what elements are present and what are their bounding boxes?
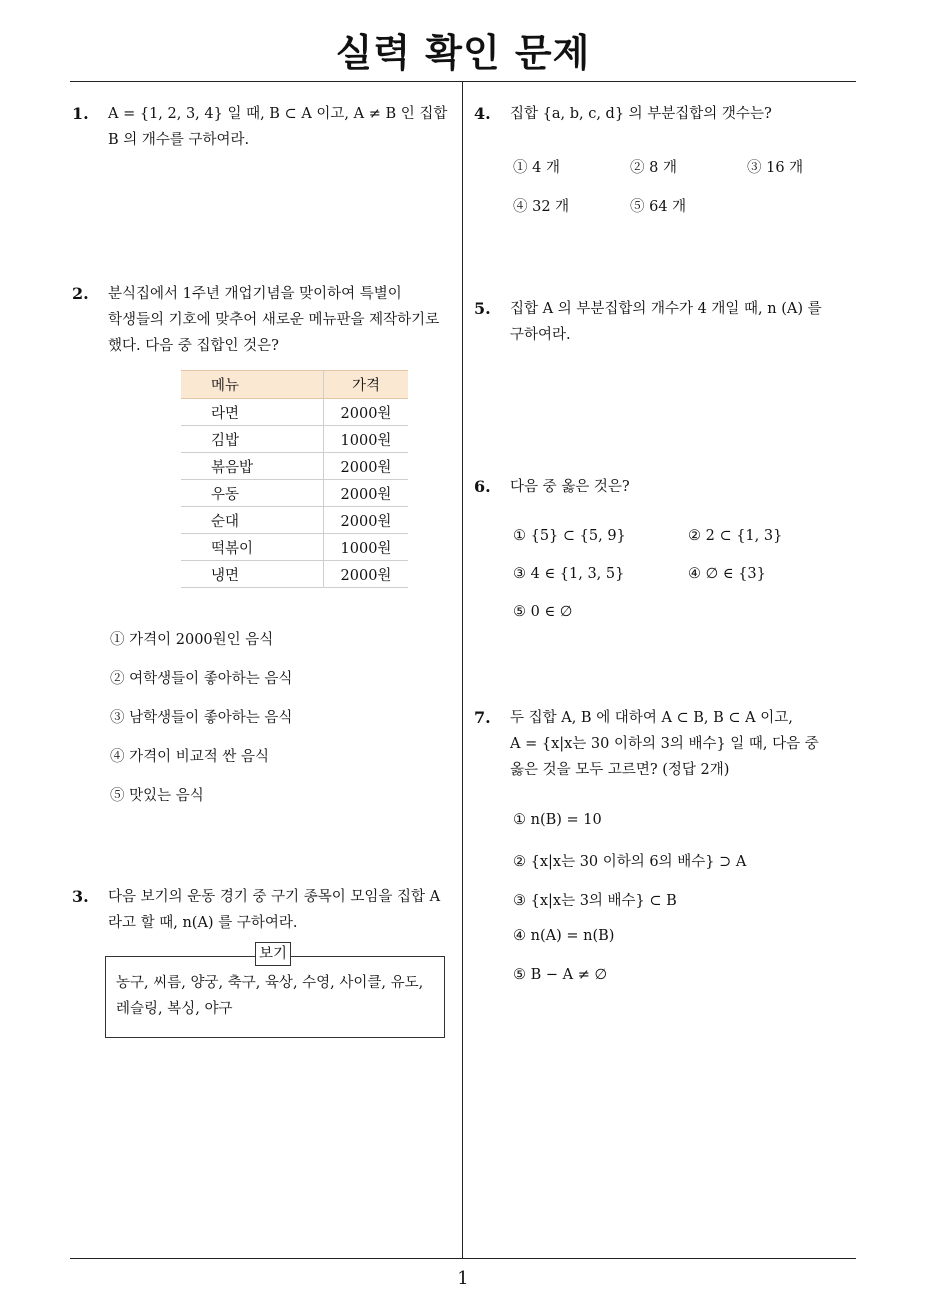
choice-3[interactable]: ③ 남학생들이 좋아하는 음식 [110,710,293,726]
table-cell-menu: 우동 [181,480,324,507]
question-text-line: 다음 보기의 운동 경기 중 구기 종목이 모임을 집합 A [108,889,441,905]
question-number: 2. [72,284,89,303]
table-cell-price: 2000원 [324,399,409,426]
question-text-line: 두 집합 A, B 에 대하여 A ⊂ B, B ⊂ A 이고, [510,710,793,726]
question-text-line: 옳은 것을 모두 고르면? (정답 2개) [510,762,730,778]
choice-3[interactable]: ③ 16 개 [747,160,804,176]
bogi-label: 보기 [255,942,291,966]
table-cell-menu: 김밥 [181,426,324,453]
question-text-line: B 의 개수를 구하여라. [108,132,250,148]
choice-2[interactable]: ② {x|x는 30 이하의 6의 배수} ⊃ A [513,854,747,870]
table-cell-menu: 볶음밥 [181,453,324,480]
table-cell-price: 2000원 [324,480,409,507]
table-row [181,507,408,534]
table-header-price: 가격 [324,371,409,399]
table-row [181,480,408,507]
choice-4[interactable]: ④ ∅ ∈ {3} [688,566,766,582]
question-3 [72,884,462,936]
choice-1[interactable]: ① {5} ⊂ {5, 9} [513,528,626,544]
table-header-menu: 메뉴 [181,371,324,399]
menu-table [181,370,408,588]
page-number: 1 [457,1268,469,1289]
table-row [181,453,408,480]
question-1 [72,101,462,153]
question-6 [474,474,859,500]
choice-1[interactable]: ① n(B) = 10 [513,812,602,828]
choice-4[interactable]: ④ 가격이 비교적 싼 음식 [110,749,269,765]
table-cell-menu: 라면 [181,399,324,426]
choice-5[interactable]: ⑤ 0 ∈ ∅ [513,604,573,620]
table-row [181,534,408,561]
choice-5[interactable]: ⑤ B − A ≠ ∅ [513,967,608,983]
choice-4[interactable]: ④ n(A) = n(B) [513,928,615,944]
choice-5[interactable]: ⑤ 맛있는 음식 [110,788,204,804]
table-cell-menu: 냉면 [181,561,324,588]
question-2 [72,281,462,359]
bottom-rule [70,1258,856,1259]
question-number: 7. [474,708,491,727]
question-number: 5. [474,299,491,318]
question-text-line: 구하여라. [510,327,571,343]
question-number: 6. [474,477,491,496]
choice-2[interactable]: ② 여학생들이 좋아하는 음식 [110,671,293,687]
table-cell-menu: 떡볶이 [181,534,324,561]
table-row [181,561,408,588]
choice-5[interactable]: ⑤ 64 개 [630,199,687,215]
column-divider [462,82,463,1258]
question-number: 1. [72,104,89,123]
top-rule [70,81,856,82]
question-7 [474,705,859,783]
question-number: 3. [72,887,89,906]
table-cell-price: 1000원 [324,426,409,453]
bogi-line: 농구, 씨름, 양궁, 축구, 육상, 수영, 사이클, 유도, [116,975,424,991]
question-text-line: 학생들의 기호에 맞추어 새로운 메뉴판을 제작하기로 [108,312,440,328]
table-cell-price: 2000원 [324,453,409,480]
question-text-line: 분식집에서 1주년 개업기념을 맞이하여 특별이 [108,286,402,302]
question-text-line: 다음 중 옳은 것은? [510,479,630,495]
question-text-line: 라고 할 때, n(A) 를 구하여라. [108,915,298,931]
choice-1[interactable]: ① 가격이 2000원인 음식 [110,632,274,648]
question-text-line: 했다. 다음 중 집합인 것은? [108,338,279,354]
choice-3[interactable]: ③ 4 ∈ {1, 3, 5} [513,566,625,582]
choice-1[interactable]: ① 4 개 [513,160,560,176]
bogi-content [116,970,438,1022]
table-cell-price: 2000원 [324,561,409,588]
table-row [181,399,408,426]
question-text-line: A = {1, 2, 3, 4} 일 때, B ⊂ A 이고, A ≠ B 인 집합 [108,106,448,122]
question-4 [474,101,859,127]
bogi-line: 레슬링, 복싱, 야구 [116,1001,233,1017]
question-text-line: 집합 {a, b, c, d} 의 부분집합의 갯수는? [510,106,772,122]
table-header-row [181,371,408,399]
choice-4[interactable]: ④ 32 개 [513,199,570,215]
page-title: 실력 확인 문제 [335,31,591,75]
table-cell-price: 2000원 [324,507,409,534]
question-text-line: 집합 A 의 부분집합의 개수가 4 개일 때, n (A) 를 [510,301,822,317]
question-text-line: A = {x|x는 30 이하의 3의 배수} 일 때, 다음 중 [510,736,819,752]
table-cell-menu: 순대 [181,507,324,534]
choice-3[interactable]: ③ {x|x는 3의 배수} ⊂ B [513,893,677,909]
table-cell-price: 1000원 [324,534,409,561]
question-5 [474,296,859,348]
question-number: 4. [474,104,491,123]
choice-2[interactable]: ② 2 ⊂ {1, 3} [688,528,783,544]
table-row [181,426,408,453]
choice-2[interactable]: ② 8 개 [630,160,677,176]
